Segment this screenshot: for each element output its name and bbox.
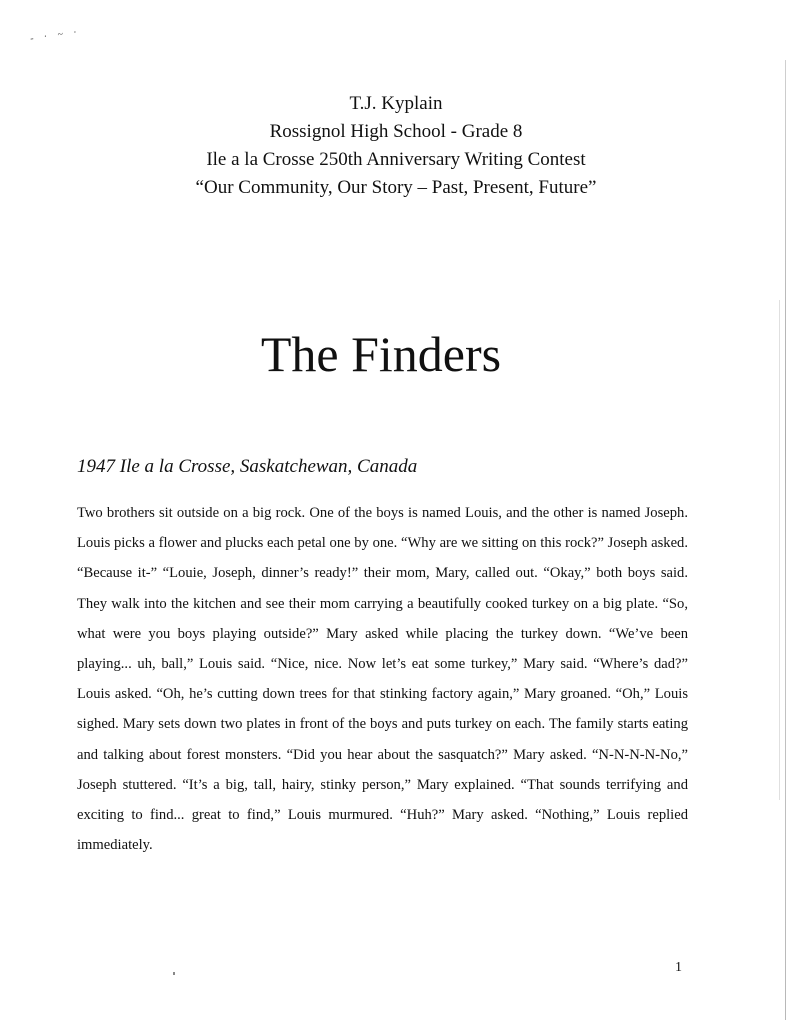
scan-edge-line [785,60,786,1020]
scan-artifact-marks: - · ~ · [29,26,82,45]
scan-edge-line-inner [779,300,780,800]
school-name: Rossignol High School - Grade 8 [269,121,523,142]
contest-theme: “Our Community, Our Story – Past, Present, Future” [195,177,597,198]
scan-dust-mark [173,972,175,975]
story-body: Two brothers sit outside on a big rock. One of the boys is named Louis, and the other is named Joseph. Louis picks a flower and plucks each petal one by one. “Why are we sitting on this rock?” Joseph asked. “Because it-” “Louie, Joseph, dinner’s ready!” their mom, Mary, called out. “Okay,” both boys said. They walk into the kitchen and see their mom carrying a beautifully cooked turkey on a big plate. “So, what were you boys playing outside?” Mary asked while placing the turkey down. “We’ve been playing... uh, ball,” Louis said. “Nice, nice. Now let’s eat some turkey,” Mary said. “Where’s dad?” Louis asked. “Oh, he’s cutting down trees for that stinking factory again,” Mary groaned. “Oh,” Louis sighed. Mary sets down two plates in front of the boys and puts turkey on each. The family starts eating and talking about forest monsters. “Did you hear about the sasquatch?” Mary asked. “N-N-N-N-No,” Joseph stuttered. “It’s a big, tall, hairy, stinky person,” Mary explained. “That sounds terrifying and exciting to find... great to find,” Louis murmured. “Huh?” Mary asked. “Nothing,” Louis replied immediately. [77,505,688,854]
page-number: 1 [675,960,682,975]
story-title: The Finders [260,326,502,382]
contest-name: Ile a la Crosse 250th Anniversary Writing Contest [206,149,586,170]
author-name: T.J. Kyplain [349,93,443,114]
section-heading: 1947 Ile a la Crosse, Saskatchewan, Canada [77,456,418,477]
header-block [0,90,792,202]
